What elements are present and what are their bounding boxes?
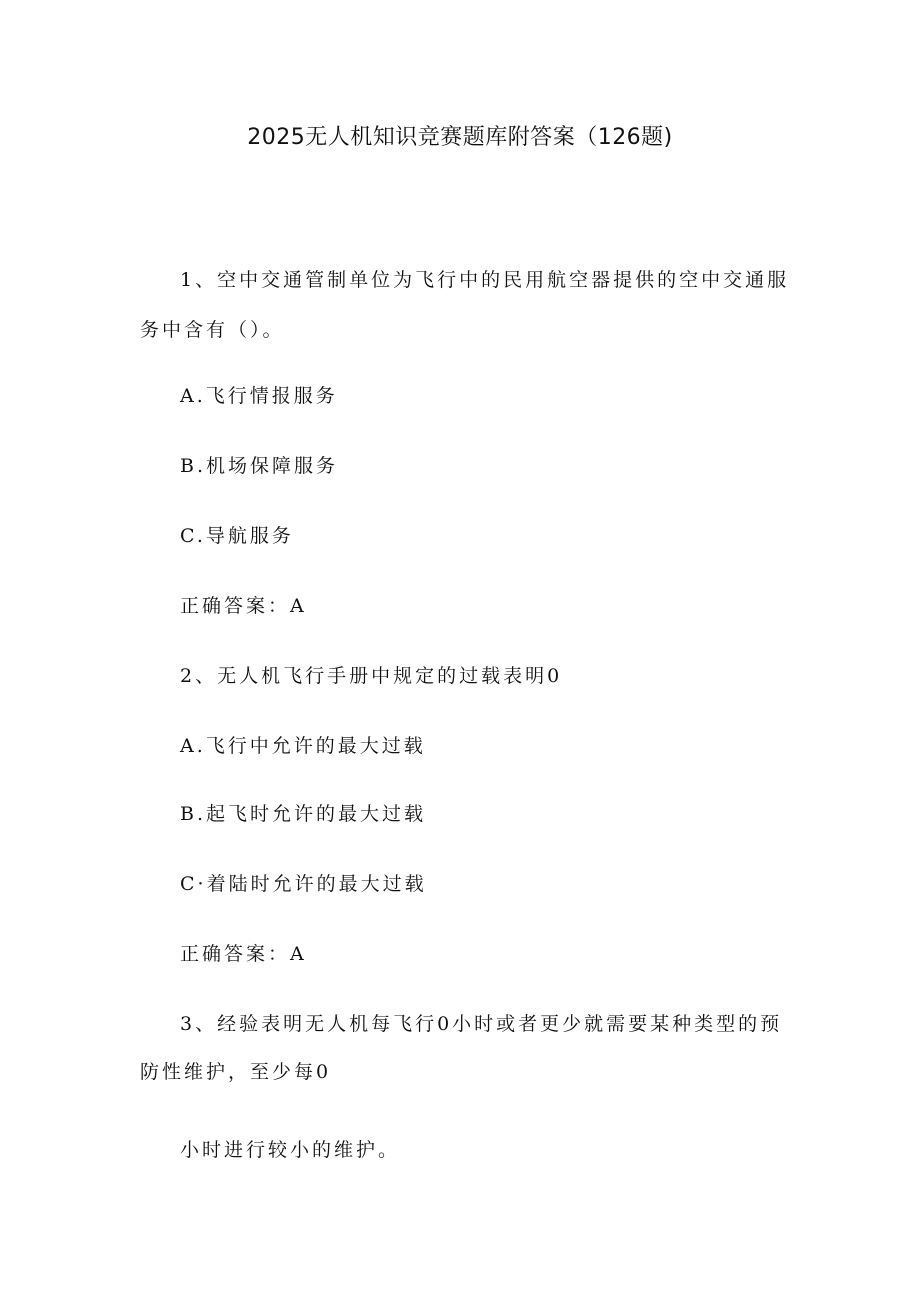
question-1-line-2: 务中含有（）。 <box>140 319 285 341</box>
question-2-option-b: B.起飞时允许的最大过载 <box>180 803 427 825</box>
question-3-line-1: 3、经验表明无人机每飞行0小时或者更少就需要某种类型的预 <box>180 1013 783 1035</box>
question-1-line-1: 1、空中交通管制单位为飞行中的民用航空器提供的空中交通服 <box>180 269 790 291</box>
question-3-line-2: 防性维护，至少每0 <box>140 1061 332 1083</box>
question-1-option-c: C.导航服务 <box>180 525 294 547</box>
question-2-option-a: A.飞行中允许的最大过载 <box>180 735 426 757</box>
question-2-option-c: C·着陆时允许的最大过载 <box>180 873 427 895</box>
document-title: 2025无人机知识竞赛题库附答案（126题) <box>247 125 673 150</box>
question-1-answer: 正确答案：A <box>180 595 307 617</box>
question-1-option-a: A.飞行情报服务 <box>180 385 338 407</box>
question-2-answer: 正确答案：A <box>180 943 307 965</box>
question-1-option-b: B.机场保障服务 <box>180 455 339 477</box>
question-3-line-3: 小时进行较小的维护。 <box>180 1139 401 1161</box>
question-2-line-1: 2、无人机飞行手册中规定的过载表明0 <box>180 665 563 687</box>
